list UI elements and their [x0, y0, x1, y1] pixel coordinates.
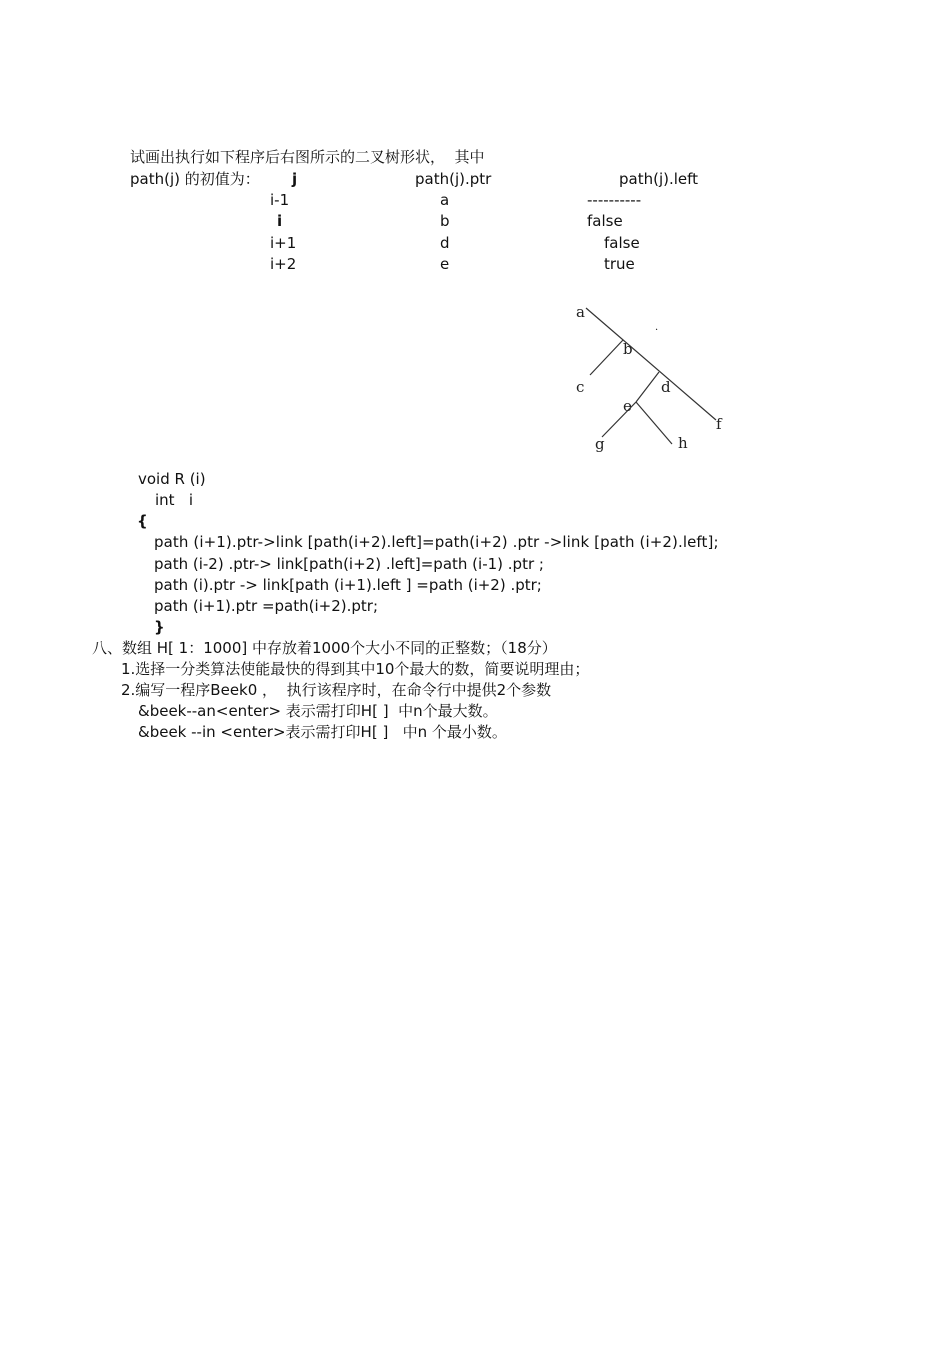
edge-e-h: [636, 402, 672, 444]
node-b: b: [623, 340, 633, 358]
row-4-left: true: [604, 255, 635, 273]
intro-line-1: 试画出执行如下程序后右图所示的二叉树形状， 其中: [130, 148, 485, 166]
intro-line-2: path(j) 的初值为：: [130, 170, 260, 188]
node-d: d: [661, 378, 671, 396]
row-4-j: i+2: [270, 255, 297, 273]
edge-d-e: [636, 372, 659, 402]
section-8-cmd-1: &beek--an<enter> 表示需打印H[ ] 中n个最大数。: [138, 702, 498, 720]
edge-a-f: [586, 308, 716, 420]
code-close-brace: }: [154, 618, 165, 636]
row-2-j: i: [277, 212, 283, 230]
row-2-ptr: b: [440, 212, 450, 230]
row-3-j: i+1: [270, 234, 297, 252]
code-line-3: path (i).ptr -> link[path (i+1).left ] =path (i+2) .ptr;: [154, 576, 542, 594]
code-open-brace: {: [137, 512, 148, 530]
section-8-item-1: 1.选择一分类算法使能最快的得到其中10个最大的数，简要说明理由；: [121, 660, 590, 678]
section-8-item-2: 2.编写一程序Beek0 ， 执行该程序时，在命令行中提供2个参数: [121, 681, 552, 699]
row-4-ptr: e: [440, 255, 450, 273]
header-left: path(j).left: [619, 170, 699, 188]
node-g: g: [595, 435, 605, 453]
edge-b-c: [590, 340, 623, 375]
node-a: a: [576, 303, 585, 321]
stray-dot: ·: [655, 325, 659, 336]
row-1-j: i-1: [270, 191, 290, 209]
row-3-left: false: [604, 234, 640, 252]
row-3-ptr: d: [440, 234, 450, 252]
node-f: f: [716, 415, 722, 433]
code-param: int i: [155, 491, 194, 509]
section-8-title: 八、数组 H[ 1：1000] 中存放着1000个大小不同的正整数；（18分）: [92, 639, 557, 657]
header-ptr: path(j).ptr: [415, 170, 492, 188]
binary-tree-diagram: [560, 296, 740, 461]
header-j: j: [292, 170, 298, 188]
code-signature: void R (i): [138, 470, 206, 488]
code-line-2: path (i-2) .ptr-> link[path(i+2) .left]=path (i-1) .ptr ;: [154, 555, 544, 573]
code-line-4: path (i+1).ptr =path(i+2).ptr;: [154, 597, 379, 615]
code-line-1: path (i+1).ptr->link [path(i+2).left]=path(i+2) .ptr ->link [path (i+2).left];: [154, 533, 719, 551]
node-c: c: [576, 378, 585, 396]
row-1-left: ----------: [587, 191, 642, 209]
node-h: h: [678, 434, 688, 452]
row-2-left: false: [587, 212, 623, 230]
row-1-ptr: a: [440, 191, 450, 209]
section-8-cmd-2: &beek --in <enter>表示需打印H[ ] 中n 个最小数。: [138, 723, 507, 741]
node-e: e: [623, 397, 632, 415]
